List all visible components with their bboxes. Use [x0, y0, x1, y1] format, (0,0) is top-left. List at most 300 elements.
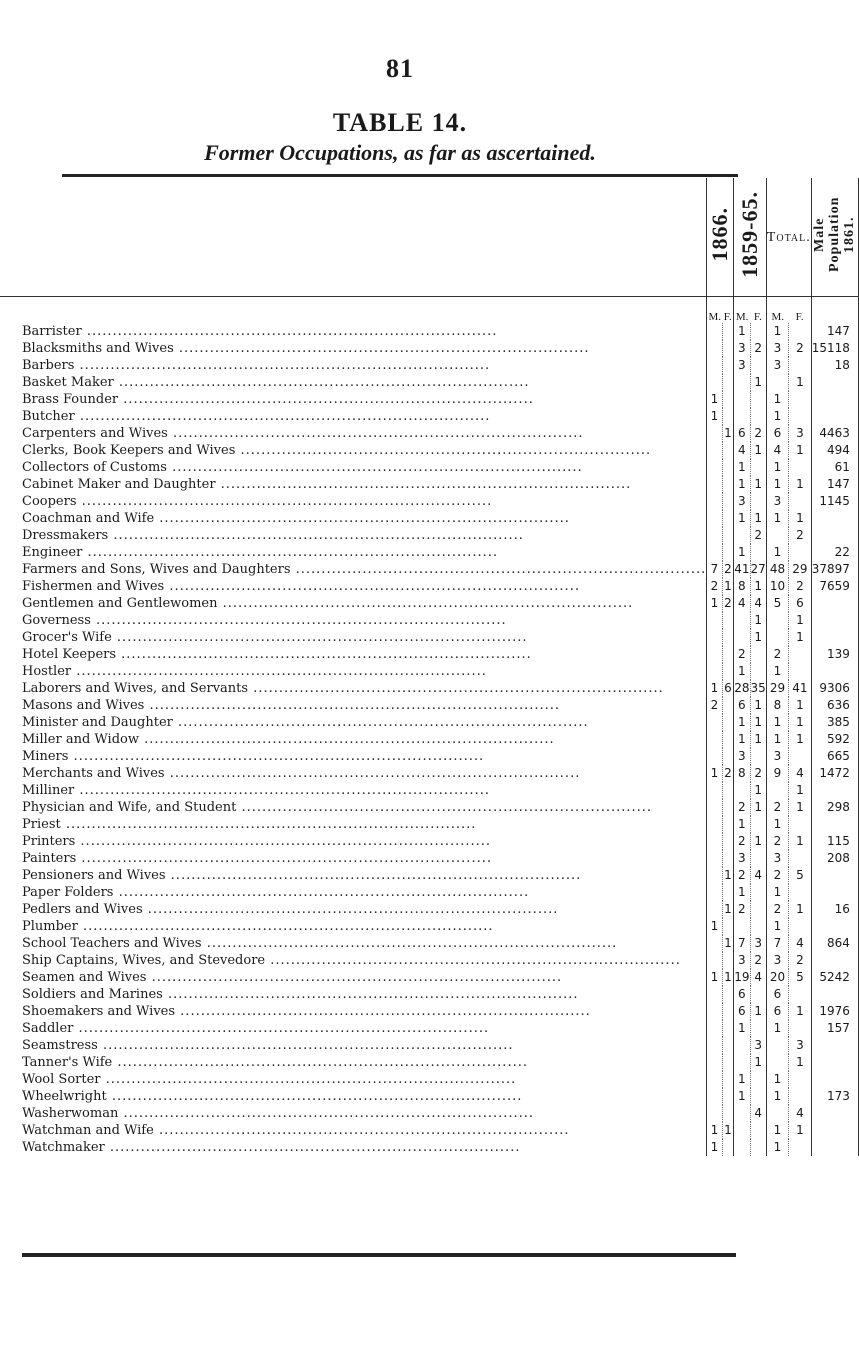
male-1859-65-cell: 6 — [734, 425, 750, 442]
male-population-1861-cell: 115 — [811, 833, 858, 850]
male-1859-65-cell: 6 — [734, 697, 750, 714]
table-row — [0, 425, 858, 442]
male-1866-cell: 1 — [707, 918, 723, 935]
male-1866-cell: 2 — [707, 697, 723, 714]
occupation-name: Miners ................................................................................ — [0, 748, 707, 765]
female-total-cell — [789, 544, 812, 561]
male-population-1861-cell: 147 — [811, 323, 858, 340]
female-total-cell: 1 — [789, 799, 812, 816]
occupations-table — [0, 178, 859, 1156]
male-population-1861-cell: 15118 — [811, 340, 858, 357]
female-1859-65-cell: 4 — [750, 1105, 766, 1122]
female-total-cell — [789, 1071, 812, 1088]
male-1859-65-cell: 2 — [734, 833, 750, 850]
occupation-name: Brass Founder ................................................................................ — [0, 391, 707, 408]
male-population-1861-cell: 4463 — [811, 425, 858, 442]
female-1859-65-cell — [750, 986, 766, 1003]
male-population-1861-cell: 16 — [811, 901, 858, 918]
female-1866-cell — [722, 1003, 733, 1020]
male-population-1861-cell: 22 — [811, 544, 858, 561]
male-population-1861-cell: 173 — [811, 1088, 858, 1105]
subheader-f-1859-65: F. — [750, 297, 766, 323]
table-row — [0, 1037, 858, 1054]
male-1866-cell: 2 — [707, 578, 723, 595]
female-1859-65-cell: 1 — [750, 697, 766, 714]
male-1866-cell — [707, 1105, 723, 1122]
header-1866: 1866. — [707, 178, 734, 297]
male-total-cell: 2 — [766, 799, 788, 816]
female-total-cell: 1 — [789, 714, 812, 731]
table-row — [0, 357, 858, 374]
female-1859-65-cell: 2 — [750, 340, 766, 357]
male-1866-cell — [707, 867, 723, 884]
occupation-name: Soldiers and Marines ................................................................................ — [0, 986, 707, 1003]
male-1866-cell — [707, 1054, 723, 1071]
female-total-cell: 1 — [789, 1054, 812, 1071]
male-1859-65-cell: 8 — [734, 578, 750, 595]
male-population-1861-cell: 1145 — [811, 493, 858, 510]
occupation-name: Washerwoman ................................................................................ — [0, 1105, 707, 1122]
male-total-cell: 9 — [766, 765, 788, 782]
female-1866-cell — [722, 1071, 733, 1088]
male-population-1861-cell — [811, 1071, 858, 1088]
male-1859-65-cell: 1 — [734, 544, 750, 561]
occupation-name: Blacksmiths and Wives ................................................................................ — [0, 340, 707, 357]
male-total-cell: 2 — [766, 646, 788, 663]
male-1859-65-cell: 2 — [734, 867, 750, 884]
male-population-1861-cell: 665 — [811, 748, 858, 765]
table-row — [0, 935, 858, 952]
male-1859-65-cell: 6 — [734, 1003, 750, 1020]
table-row — [0, 612, 858, 629]
female-1866-cell — [722, 952, 733, 969]
female-1866-cell — [722, 612, 733, 629]
female-1866-cell — [722, 323, 733, 340]
female-total-cell: 1 — [789, 442, 812, 459]
female-1866-cell — [722, 629, 733, 646]
female-1866-cell — [722, 748, 733, 765]
occupation-name: Priest ................................................................................ — [0, 816, 707, 833]
male-total-cell — [766, 1037, 788, 1054]
male-1859-65-cell: 28 — [734, 681, 750, 695]
female-total-cell — [789, 323, 812, 340]
table-row — [0, 765, 858, 782]
male-population-1861-cell: 1976 — [811, 1003, 858, 1020]
female-total-cell — [789, 1020, 812, 1037]
male-1866-cell — [707, 748, 723, 765]
occupation-name: Dressmakers ................................................................................ — [0, 527, 707, 544]
female-1859-65-cell: 3 — [750, 935, 766, 952]
male-1859-65-cell: 3 — [734, 850, 750, 867]
female-1859-65-cell: 27 — [750, 562, 766, 576]
table-row — [0, 1122, 858, 1139]
female-1859-65-cell: 1 — [750, 1054, 766, 1071]
table-title: TABLE 14. — [332, 108, 468, 137]
occupation-name: Seamen and Wives ................................................................................ — [0, 969, 707, 986]
male-total-cell: 1 — [766, 884, 788, 901]
male-1859-65-cell: 1 — [734, 731, 750, 748]
male-1859-65-cell: 3 — [734, 340, 750, 357]
header-occupation — [0, 178, 707, 297]
female-1866-cell — [722, 714, 733, 731]
female-total-cell — [789, 816, 812, 833]
table-row — [0, 714, 858, 731]
male-1859-65-cell — [734, 1139, 750, 1156]
male-total-cell: 1 — [766, 476, 788, 493]
female-1859-65-cell — [750, 408, 766, 425]
occupation-name: Plumber ................................................................................ — [0, 918, 707, 935]
female-1866-cell — [722, 884, 733, 901]
male-total-cell: 3 — [766, 340, 788, 357]
table-row — [0, 527, 858, 544]
table-row — [0, 663, 858, 680]
female-1866-cell — [722, 918, 733, 935]
subheader-f-1866: F. — [722, 297, 733, 323]
female-1859-65-cell — [750, 323, 766, 340]
female-1859-65-cell: 4 — [750, 595, 766, 612]
table-row — [0, 629, 858, 646]
male-1859-65-cell — [734, 782, 750, 799]
occupation-name: Shoemakers and Wives ................................................................................ — [0, 1003, 707, 1020]
female-1866-cell — [722, 986, 733, 1003]
female-total-cell — [789, 850, 812, 867]
male-1866-cell — [707, 952, 723, 969]
male-population-1861-cell — [811, 595, 858, 612]
male-1859-65-cell: 3 — [734, 357, 750, 374]
table-row — [0, 918, 858, 935]
male-total-cell: 1 — [766, 1071, 788, 1088]
male-total-cell — [766, 1105, 788, 1122]
male-1859-65-cell: 2 — [734, 646, 750, 663]
male-1859-65-cell — [734, 918, 750, 935]
subheader-m-1859-65: M. — [735, 311, 749, 323]
male-total-cell: 1 — [766, 459, 788, 476]
male-total-cell: 48 — [766, 561, 788, 578]
female-total-cell: 1 — [789, 782, 812, 799]
male-population-1861-cell — [811, 629, 858, 646]
occupation-name: Physician and Wife, and Student ................................................................................ — [0, 799, 707, 816]
female-1859-65-cell — [750, 663, 766, 680]
female-1866-cell — [722, 1037, 733, 1054]
occupation-name: Pensioners and Wives ................................................................................ — [0, 867, 707, 884]
female-total-cell — [789, 408, 812, 425]
male-1866-cell — [707, 476, 723, 493]
subheader-m-total: M. — [771, 311, 784, 323]
male-population-1861-cell: 592 — [811, 731, 858, 748]
female-1866-cell: 2 — [724, 766, 732, 780]
female-total-cell: 5 — [789, 969, 812, 986]
table-row — [0, 1054, 858, 1071]
male-population-1861-cell — [811, 986, 858, 1003]
male-1866-cell — [707, 663, 723, 680]
female-1859-65-cell — [750, 1139, 766, 1156]
male-1859-65-cell: 1 — [734, 510, 750, 527]
occupation-name: Engineer ................................................................................ — [0, 544, 707, 561]
female-1866-cell — [722, 816, 733, 833]
female-1859-65-cell: 2 — [750, 952, 766, 969]
male-1866-cell — [707, 935, 723, 952]
male-1866-cell: 1 — [707, 391, 723, 408]
female-1866-cell: 1 — [724, 1123, 732, 1137]
occupation-name: Basket Maker ................................................................................ — [0, 374, 707, 391]
male-total-cell: 6 — [766, 425, 788, 442]
male-population-1861-cell — [811, 391, 858, 408]
male-1866-cell: 1 — [707, 765, 723, 782]
female-1866-cell: 1 — [724, 902, 732, 916]
male-total-cell: 1 — [766, 918, 788, 935]
male-1859-65-cell — [734, 527, 750, 544]
male-1859-65-cell: 1 — [734, 1088, 750, 1105]
female-total-cell: 1 — [789, 731, 812, 748]
female-1859-65-cell — [750, 1071, 766, 1088]
male-total-cell: 6 — [766, 986, 788, 1003]
male-1859-65-cell: 41 — [734, 562, 750, 576]
male-population-1861-cell — [811, 1139, 858, 1156]
male-population-1861-cell: 147 — [811, 476, 858, 493]
male-1859-65-cell — [734, 1054, 750, 1071]
male-1866-cell — [707, 612, 723, 629]
male-1866-cell — [707, 901, 723, 918]
table-row — [0, 901, 858, 918]
male-population-1861-cell — [811, 612, 858, 629]
female-1859-65-cell: 1 — [750, 799, 766, 816]
male-1859-65-cell: 6 — [734, 986, 750, 1003]
female-total-cell: 2 — [789, 340, 812, 357]
male-1859-65-cell: 3 — [734, 493, 750, 510]
female-1859-65-cell: 1 — [750, 612, 766, 629]
female-total-cell: 2 — [789, 952, 812, 969]
female-1859-65-cell: 1 — [750, 782, 766, 799]
male-population-1861-cell: 157 — [811, 1020, 858, 1037]
occupation-name: Minister and Daughter ................................................................................ — [0, 714, 707, 731]
male-population-1861-cell: 298 — [811, 799, 858, 816]
female-1866-cell — [722, 510, 733, 527]
male-population-1861-cell: 1472 — [811, 765, 858, 782]
occupation-name: Hotel Keepers ................................................................................ — [0, 646, 707, 663]
occupation-name: Coachman and Wife ................................................................................ — [0, 510, 707, 527]
male-1859-65-cell: 4 — [734, 595, 750, 612]
table-row — [0, 1105, 858, 1122]
male-1859-65-cell: 1 — [734, 476, 750, 493]
occupation-name: School Teachers and Wives ................................................................................ — [0, 935, 707, 952]
male-total-cell: 2 — [766, 901, 788, 918]
female-1859-65-cell: 1 — [750, 731, 766, 748]
male-1866-cell: 7 — [707, 561, 723, 578]
male-total-cell: 1 — [766, 391, 788, 408]
occupation-name: Cabinet Maker and Daughter ................................................................................ — [0, 476, 707, 493]
female-total-cell — [789, 918, 812, 935]
male-1866-cell — [707, 850, 723, 867]
male-population-1861-cell — [811, 1105, 858, 1122]
female-1866-cell — [722, 731, 733, 748]
male-population-1861-cell — [811, 918, 858, 935]
female-total-cell: 41 — [789, 680, 812, 697]
male-1859-65-cell: 1 — [734, 323, 750, 340]
male-1859-65-cell: 1 — [734, 714, 750, 731]
occupation-name: Ship Captains, Wives, and Stevedore ................................................................................ — [0, 952, 707, 969]
subheader-m-1866: M. — [708, 311, 721, 323]
female-1859-65-cell — [750, 1122, 766, 1139]
male-1866-cell — [707, 1003, 723, 1020]
male-1859-65-cell: 2 — [734, 901, 750, 918]
female-1859-65-cell — [750, 544, 766, 561]
table-row — [0, 1020, 858, 1037]
occupation-name: Butcher ................................................................................ — [0, 408, 707, 425]
male-1866-cell — [707, 340, 723, 357]
male-total-cell: 5 — [766, 595, 788, 612]
male-1866-cell — [707, 374, 723, 391]
male-total-cell: 8 — [766, 697, 788, 714]
male-1866-cell — [707, 493, 723, 510]
male-1866-cell: 1 — [707, 680, 723, 697]
male-1859-65-cell: 8 — [734, 765, 750, 782]
table-row — [0, 1071, 858, 1088]
female-1866-cell — [722, 1105, 733, 1122]
female-1859-65-cell — [750, 816, 766, 833]
occupation-name: Paper Folders ................................................................................ — [0, 884, 707, 901]
table-row — [0, 748, 858, 765]
occupation-name: Watchmaker ................................................................................ — [0, 1139, 707, 1156]
female-1859-65-cell: 3 — [750, 1037, 766, 1054]
female-1859-65-cell: 35 — [750, 681, 766, 695]
male-total-cell: 1 — [766, 408, 788, 425]
male-population-1861-cell — [811, 1037, 858, 1054]
female-1859-65-cell: 1 — [750, 476, 766, 493]
male-total-cell: 1 — [766, 544, 788, 561]
female-total-cell — [789, 1088, 812, 1105]
male-total-cell: 6 — [766, 1003, 788, 1020]
male-population-1861-cell: 18 — [811, 357, 858, 374]
male-1859-65-cell: 1 — [734, 816, 750, 833]
male-1859-65-cell — [734, 629, 750, 646]
female-1859-65-cell: 1 — [750, 578, 766, 595]
table-row — [0, 1088, 858, 1105]
female-1866-cell — [722, 459, 733, 476]
table-row — [0, 986, 858, 1003]
female-1859-65-cell — [750, 884, 766, 901]
female-total-cell — [789, 1139, 812, 1156]
male-population-1861-cell: 61 — [811, 459, 858, 476]
female-total-cell: 5 — [789, 867, 812, 884]
male-1859-65-cell: 3 — [734, 952, 750, 969]
female-1859-65-cell — [750, 1020, 766, 1037]
male-population-1861-cell: 385 — [811, 714, 858, 731]
male-total-cell — [766, 1054, 788, 1071]
male-1859-65-cell: 1 — [734, 459, 750, 476]
female-1859-65-cell — [750, 901, 766, 918]
male-total-cell: 4 — [766, 442, 788, 459]
male-1859-65-cell — [734, 374, 750, 391]
sex-subheader-row — [0, 297, 858, 323]
male-total-cell: 29 — [766, 680, 788, 697]
female-total-cell: 2 — [789, 578, 812, 595]
female-1859-65-cell — [750, 646, 766, 663]
male-total-cell: 3 — [766, 952, 788, 969]
male-population-1861-cell: 7659 — [811, 578, 858, 595]
female-total-cell: 1 — [789, 510, 812, 527]
table-row — [0, 493, 858, 510]
male-total-cell: 1 — [766, 816, 788, 833]
occupation-name: Coopers ................................................................................ — [0, 493, 707, 510]
male-total-cell: 3 — [766, 748, 788, 765]
female-1859-65-cell: 1 — [750, 714, 766, 731]
male-total-cell: 3 — [766, 850, 788, 867]
male-population-1861-cell: 864 — [811, 935, 858, 952]
occupation-name: Pedlers and Wives ................................................................................ — [0, 901, 707, 918]
occupation-name: Farmers and Sons, Wives and Daughters ................................................................................ — [0, 561, 707, 578]
female-total-cell: 1 — [789, 629, 812, 646]
female-1859-65-cell — [750, 391, 766, 408]
male-1866-cell — [707, 782, 723, 799]
male-1859-65-cell — [734, 1122, 750, 1139]
male-total-cell: 3 — [766, 357, 788, 374]
female-1859-65-cell — [750, 748, 766, 765]
male-1859-65-cell: 1 — [734, 1071, 750, 1088]
female-1866-cell: 1 — [724, 936, 732, 950]
page-number: 81 — [386, 54, 414, 83]
table-row — [0, 646, 858, 663]
female-1866-cell — [722, 799, 733, 816]
male-1866-cell — [707, 629, 723, 646]
female-1859-65-cell: 1 — [750, 510, 766, 527]
female-1866-cell: 1 — [724, 579, 732, 593]
male-total-cell — [766, 527, 788, 544]
male-total-cell: 3 — [766, 493, 788, 510]
male-1866-cell — [707, 425, 723, 442]
male-population-1861-cell — [811, 867, 858, 884]
female-total-cell — [789, 663, 812, 680]
female-1866-cell — [722, 357, 733, 374]
table-subtitle: Former Occupations, as far as ascertained. — [204, 140, 596, 165]
male-1859-65-cell: 7 — [734, 935, 750, 952]
occupation-name: Saddler ................................................................................ — [0, 1020, 707, 1037]
female-total-cell: 3 — [789, 425, 812, 442]
table-row — [0, 476, 858, 493]
female-1866-cell: 1 — [724, 426, 732, 440]
male-1866-cell — [707, 1037, 723, 1054]
male-1866-cell: 1 — [707, 408, 723, 425]
female-total-cell — [789, 391, 812, 408]
male-total-cell: 1 — [766, 714, 788, 731]
male-1866-cell — [707, 1020, 723, 1037]
table-row — [0, 391, 858, 408]
occupation-name: Seamstress ................................................................................ — [0, 1037, 707, 1054]
female-1859-65-cell — [750, 357, 766, 374]
occupation-name: Hostler ................................................................................ — [0, 663, 707, 680]
male-population-1861-cell — [811, 408, 858, 425]
male-population-1861-cell: 208 — [811, 850, 858, 867]
female-total-cell: 1 — [789, 612, 812, 629]
female-total-cell: 4 — [789, 765, 812, 782]
table-row — [0, 561, 858, 578]
occupation-name: Gentlemen and Gentlewomen ................................................................................ — [0, 595, 707, 612]
male-total-cell: 1 — [766, 1122, 788, 1139]
female-1866-cell — [722, 408, 733, 425]
male-total-cell: 1 — [766, 1088, 788, 1105]
female-1859-65-cell — [750, 1088, 766, 1105]
female-total-cell: 1 — [789, 833, 812, 850]
female-1859-65-cell: 2 — [750, 765, 766, 782]
female-1866-cell — [722, 476, 733, 493]
occupation-name: Masons and Wives ................................................................................ — [0, 697, 707, 714]
table-row — [0, 323, 858, 340]
occupation-name: Painters ................................................................................ — [0, 850, 707, 867]
table-row — [0, 544, 858, 561]
male-1859-65-cell — [734, 408, 750, 425]
male-1866-cell — [707, 544, 723, 561]
female-total-cell — [789, 884, 812, 901]
male-total-cell — [766, 782, 788, 799]
